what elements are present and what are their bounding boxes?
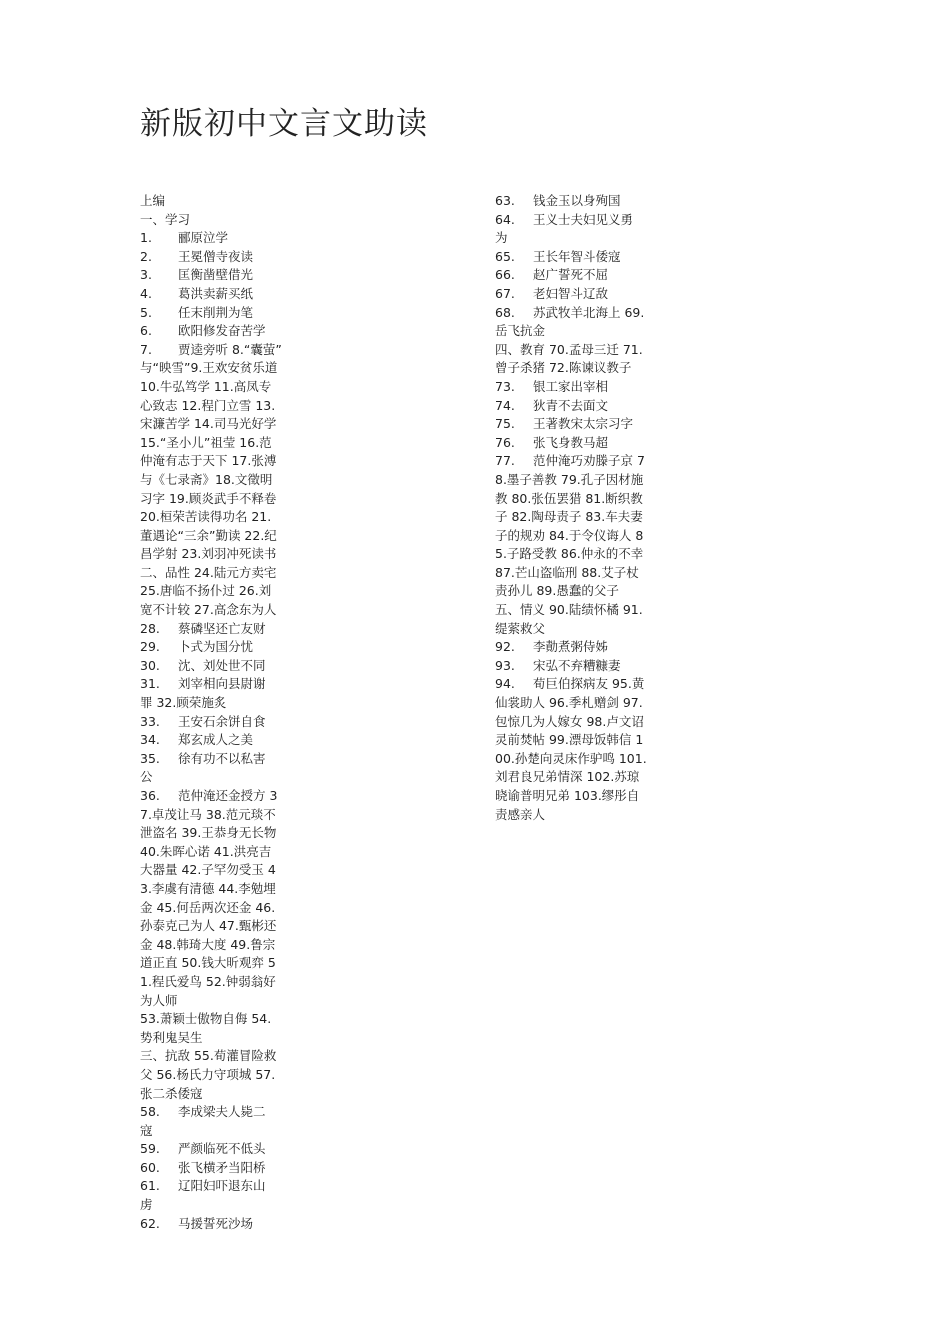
entry-number: 33. (140, 713, 160, 729)
entry-number: 36. (140, 788, 160, 803)
entry-number: 2. (140, 248, 152, 264)
toc-line: 责感亲人 (495, 806, 546, 822)
entry-number: 6. (140, 323, 152, 339)
toc-line: 8.墨子善教 79.孔子因材施 (495, 471, 644, 487)
entry-title: 贾逵旁听 8.“囊萤” (178, 341, 282, 357)
entry-number: 93. (495, 657, 515, 673)
toc-line: 仙裳助人 96.季札赠剑 97. (495, 695, 643, 711)
toc-line: 为 (495, 230, 508, 246)
entry-number: 94. (495, 676, 515, 692)
toc-line (495, 452, 647, 471)
entry-title: 狄青不去面文 (533, 397, 609, 413)
toc-line (495, 192, 647, 211)
toc-line: 10.牛弘笃学 11.高凤专 (140, 378, 272, 394)
toc-line: 习字 19.顾炎武手不释卷 (140, 490, 277, 506)
entry-title: 刘宰相向县尉谢 (178, 676, 266, 692)
entry-number: 64. (495, 211, 515, 227)
entry-number: 31. (140, 676, 160, 692)
toc-line (140, 1215, 292, 1234)
entry-title: 徐有功不以私害 (178, 750, 266, 766)
toc-line (140, 1140, 292, 1159)
entry-title: 沈、刘处世不同 (178, 657, 266, 673)
toc-line: 与“映雪”9.王欢安贫乐道 (140, 360, 278, 376)
table-of-contents-right-column (495, 192, 647, 824)
toc-line: 教 80.张伍罢猎 81.断织教 (495, 490, 643, 506)
toc-line (495, 434, 647, 453)
entry-number: 75. (495, 416, 515, 432)
toc-line (140, 1159, 292, 1178)
entry-number: 60. (140, 1159, 160, 1175)
toc-line (140, 229, 292, 248)
toc-line (495, 415, 647, 434)
entry-number: 7. (140, 341, 152, 357)
entry-title: 辽阳妇吓退东山 (178, 1178, 266, 1194)
toc-line: 刘君良兄弟情深 102.苏琼 (495, 769, 640, 785)
toc-line: 金 45.何岳两次还金 46. (140, 899, 276, 915)
entry-number: 4. (140, 285, 152, 301)
entry-title: 欧阳修发奋苦学 (178, 323, 266, 339)
toc-line (495, 304, 647, 323)
entry-title: 李勣煮粥侍姊 (533, 639, 609, 655)
toc-line: 宋濂苦学 14.司马光好学 (140, 416, 277, 432)
toc-line: 晓谕普明兄弟 103.缪彤自 (495, 788, 640, 803)
toc-line (140, 285, 292, 304)
toc-line: 宽不计较 27.高念东为人 (140, 602, 277, 618)
toc-line: 00.孙楚向灵床作驴鸣 101. (495, 750, 647, 766)
toc-line (140, 304, 292, 323)
toc-line (140, 1103, 292, 1122)
toc-line: 25.唐临不扬仆过 26.刘 (140, 583, 272, 599)
toc-line (140, 266, 292, 285)
entry-title: 范仲淹还金授方 3 (178, 788, 278, 803)
entry-number: 68. (495, 304, 515, 320)
toc-line: 大器量 42.子罕勿受玉 4 (140, 862, 276, 878)
entry-title: 王著教宋太宗习字 (533, 416, 634, 432)
toc-line (140, 620, 292, 639)
toc-line: 孙泰克己为人 47.甄彬还 (140, 918, 277, 934)
table-of-contents-left-column (140, 192, 292, 1233)
toc-line: 子的规劝 84.于令仪诲人 8 (495, 527, 644, 543)
entry-number: 30. (140, 657, 160, 673)
entry-number: 62. (140, 1215, 160, 1231)
toc-line: 罪 32.顾荣施炙 (140, 695, 227, 711)
toc-line (140, 1177, 292, 1196)
entry-number: 58. (140, 1104, 160, 1120)
entry-number: 67. (495, 285, 515, 301)
entry-number: 35. (140, 750, 160, 766)
toc-line: 寇 (140, 1122, 153, 1138)
toc-line (140, 787, 292, 806)
entry-number: 74. (495, 397, 515, 413)
toc-line: 曾子杀猪 72.陈谏议教子 (495, 360, 632, 376)
toc-line: 与《七录斋》18.文徵明 (140, 471, 273, 487)
entry-title: 范仲淹巧劝滕子京 7 (533, 453, 645, 469)
toc-line: 公 (140, 769, 153, 785)
toc-line (495, 211, 647, 230)
entry-title: 郦原泣学 (178, 230, 229, 246)
toc-line: 昌学射 23.刘羽冲死读书 (140, 546, 277, 562)
entry-title: 张飞身教马超 (533, 434, 609, 450)
entry-title: 蔡磷坚还亡友财 (178, 620, 266, 636)
toc-line (140, 322, 292, 341)
entry-title: 葛洪卖薪买纸 (178, 285, 254, 301)
toc-line: 张二杀倭寇 (140, 1085, 203, 1101)
toc-line: 15.“圣小儿”祖莹 16.范 (140, 434, 272, 450)
toc-line: 5.子路受教 86.仲永的不幸 (495, 546, 644, 562)
entry-title: 宋弘不弃糟糠妻 (533, 657, 621, 673)
toc-line: 金 48.韩琦大度 49.鲁宗 (140, 936, 276, 952)
entry-title: 王长年智斗倭寇 (533, 248, 621, 264)
toc-line: 20.桓荣苦读得功名 21. (140, 509, 272, 525)
toc-line: 为人师 (140, 992, 178, 1008)
entry-number: 3. (140, 267, 152, 283)
document-title: 新版初中文言文助读 (140, 106, 428, 142)
toc-line (495, 266, 647, 285)
entry-number: 66. (495, 267, 515, 283)
entry-title: 苏武牧羊北海上 69. (533, 304, 645, 320)
toc-line (140, 713, 292, 732)
entry-number: 92. (495, 639, 515, 655)
entry-number: 77. (495, 453, 515, 469)
entry-number: 61. (140, 1178, 160, 1194)
toc-line: 缇萦救父 (495, 620, 546, 636)
entry-number: 5. (140, 304, 152, 320)
entry-title: 钱金玉以身殉国 (533, 193, 621, 208)
toc-line: 五、情义 90.陆绩怀橘 91. (495, 602, 643, 618)
entry-title: 荀巨伯探病友 95.黄 (533, 676, 645, 692)
entry-number: 63. (495, 193, 515, 208)
toc-line: 子 82.陶母责子 83.车夫妻 (495, 509, 643, 525)
toc-line: 泄盗名 39.王恭身无长物 (140, 825, 277, 841)
toc-line: 灵前焚帖 99.漂母饭韩信 1 (495, 732, 644, 748)
toc-line (495, 378, 647, 397)
toc-line: 三、抗敌 55.荀灌冒险救 (140, 1048, 277, 1064)
entry-title: 老妇智斗辽敌 (533, 285, 609, 301)
toc-line: 40.朱晖心诺 41.洪亮吉 (140, 843, 272, 859)
toc-line: 势利鬼吴生 (140, 1029, 203, 1045)
entry-number: 1. (140, 230, 152, 246)
toc-line: 心致志 12.程门立雪 13. (140, 397, 276, 413)
entry-number: 59. (140, 1141, 160, 1157)
toc-line: 仲淹有志于天下 17.张溥 (140, 453, 277, 469)
toc-line: 四、教育 70.孟母三迁 71. (495, 341, 643, 357)
toc-line: 7.卓茂让马 38.范元琰不 (140, 806, 276, 822)
toc-line (140, 675, 292, 694)
entry-title: 王义士夫妇见义勇 (533, 211, 634, 227)
toc-line: 一、学习 (140, 211, 191, 227)
toc-line (140, 657, 292, 676)
toc-line (140, 248, 292, 267)
toc-line: 53.萧颖士傲物自侮 54. (140, 1011, 272, 1027)
toc-line (495, 397, 647, 416)
entry-title: 任末削荆为笔 (178, 304, 254, 320)
toc-line: 董遇论“三余”勤读 22.纪 (140, 527, 277, 543)
entry-title: 赵广誓死不屈 (533, 267, 609, 283)
toc-line: 道正直 50.钱大昕观弈 5 (140, 955, 276, 971)
toc-line: 3.李虞有清德 44.李勉埋 (140, 880, 276, 896)
toc-line (495, 285, 647, 304)
toc-line (495, 248, 647, 267)
toc-line (495, 657, 647, 676)
toc-line (140, 750, 292, 769)
toc-line (140, 341, 292, 360)
entry-number: 29. (140, 639, 160, 655)
entry-title: 马援誓死沙场 (178, 1215, 254, 1231)
entry-title: 严颜临死不低头 (178, 1141, 266, 1157)
entry-title: 匡衡凿壁借光 (178, 267, 254, 283)
entry-number: 28. (140, 620, 160, 636)
entry-title: 张飞横矛当阳桥 (178, 1159, 266, 1175)
entry-number: 34. (140, 732, 160, 748)
entry-title: 银工家出宰相 (533, 378, 609, 394)
entry-number: 76. (495, 434, 515, 450)
toc-line (140, 731, 292, 750)
toc-line: 包惊几为人嫁女 98.卢文诏 (495, 713, 644, 729)
toc-line (140, 638, 292, 657)
toc-line: 责孙儿 89.愚蠢的父子 (495, 583, 619, 599)
entry-title: 王安石余饼自食 (178, 713, 266, 729)
toc-line: 二、品性 24.陆元方卖宅 (140, 564, 277, 580)
toc-line: 虏 (140, 1197, 153, 1213)
toc-line: 岳飞抗金 (495, 323, 546, 339)
toc-line: 上编 (140, 193, 166, 208)
entry-title: 王冕僧寺夜读 (178, 248, 254, 264)
entry-title: 卜式为国分忧 (178, 639, 254, 655)
toc-line: 父 56.杨氏力守项城 57. (140, 1066, 276, 1082)
entry-title: 李成梁夫人毙二 (178, 1104, 266, 1120)
entry-number: 65. (495, 248, 515, 264)
entry-title: 郑玄成人之美 (178, 732, 254, 748)
toc-line (495, 675, 647, 694)
entry-number: 73. (495, 378, 515, 394)
toc-line: 1.程氏爱鸟 52.钟弱翁好 (140, 973, 276, 989)
toc-line: 87.芒山盗临刑 88.艾子杖 (495, 564, 639, 580)
toc-line (495, 638, 647, 657)
